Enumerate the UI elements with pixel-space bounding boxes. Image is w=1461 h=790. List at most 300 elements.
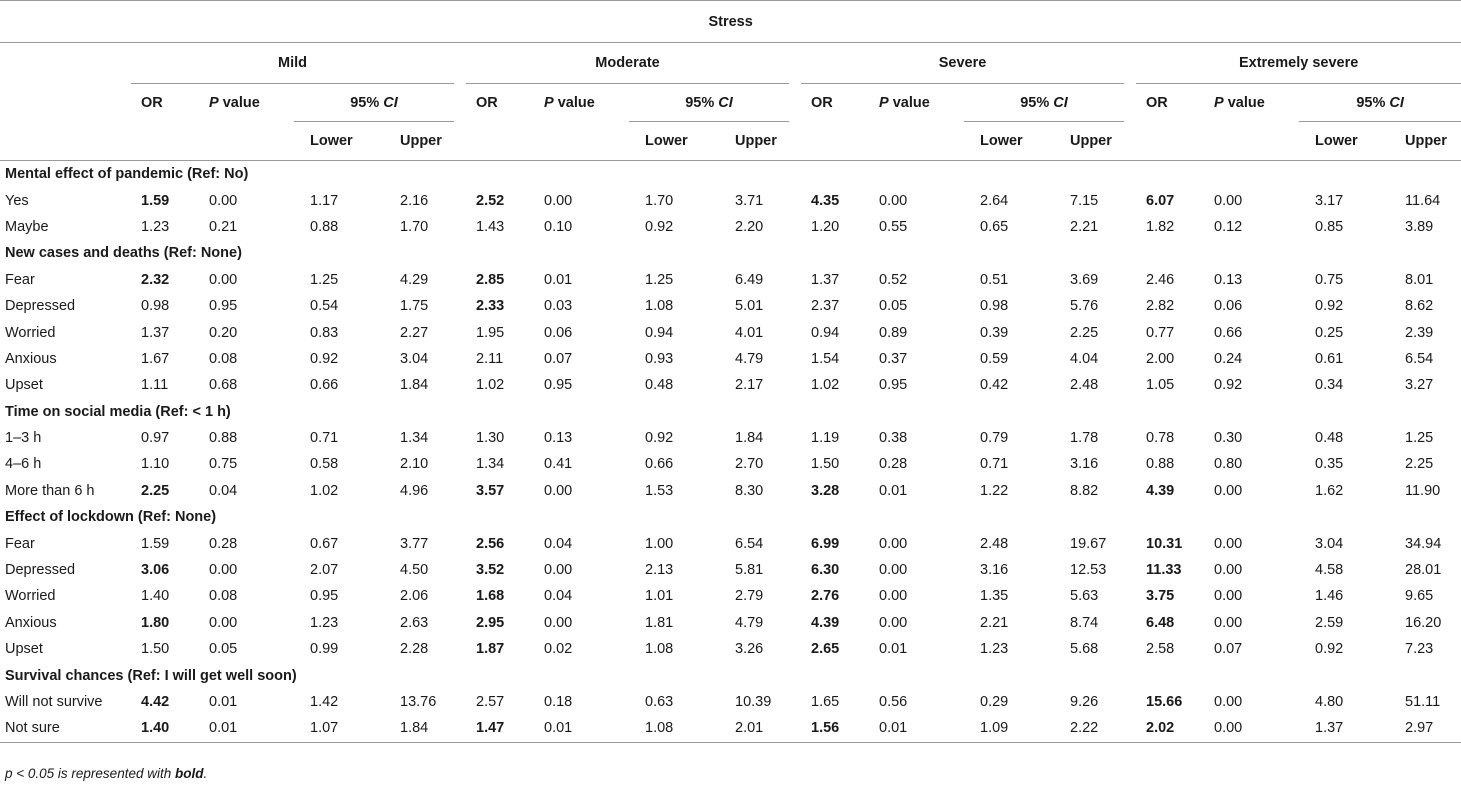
cell: 0.58 <box>310 456 339 473</box>
cell: 0.00 <box>1214 588 1243 605</box>
lower-header: Lower <box>1315 133 1358 149</box>
cell: 1.43 <box>476 218 505 235</box>
cell: 0.00 <box>1214 535 1243 552</box>
cell: 1.02 <box>476 377 505 394</box>
cell: 1.87 <box>476 641 505 658</box>
ci-header: 95% CI <box>629 84 789 122</box>
cell: 0.97 <box>141 430 170 447</box>
section-row <box>0 662 1461 688</box>
cell: 2.02 <box>1136 715 1204 742</box>
cell: 0.98 <box>980 298 1009 315</box>
cell: 0.00 <box>544 614 573 631</box>
cell: 1.46 <box>1315 588 1344 605</box>
cell: 1.34 <box>476 456 505 473</box>
cell: 1.56 <box>801 715 869 742</box>
cell: 0.00 <box>209 562 238 579</box>
cell: 8.30 <box>735 482 764 499</box>
cell: 1.37 <box>141 324 170 341</box>
cell: 2.16 <box>400 192 429 209</box>
cell: 1.25 <box>645 271 674 288</box>
table-row <box>0 689 1461 715</box>
cell: 2.70 <box>735 456 764 473</box>
cell: 1.54 <box>811 350 840 367</box>
cell: 0.28 <box>209 535 238 552</box>
cell: 1.05 <box>1146 377 1175 394</box>
row-label: 4–6 h <box>5 456 42 473</box>
cell: 2.32 <box>141 271 170 288</box>
table-row <box>0 557 1461 583</box>
cell: 28.01 <box>1405 562 1442 579</box>
cell: 1.50 <box>141 641 170 658</box>
table-row <box>0 319 1461 345</box>
cell: 0.18 <box>544 694 573 710</box>
ci-header: 95% CI <box>1299 84 1461 122</box>
section-row <box>0 399 1461 425</box>
section-title: Effect of lockdown (Ref: None) <box>5 509 217 526</box>
cell: 1.10 <box>141 456 170 473</box>
or-header: OR <box>141 94 163 111</box>
table-body <box>0 161 1461 743</box>
cell: 2.39 <box>1405 324 1434 341</box>
cell: 4.96 <box>400 482 429 499</box>
cell: 2.25 <box>141 482 170 499</box>
cell: 0.65 <box>980 218 1009 235</box>
row-label: Depressed <box>5 298 76 315</box>
cell: 0.95 <box>310 588 339 605</box>
cell: 51.11 <box>1405 694 1441 710</box>
section-row <box>0 240 1461 266</box>
cell: 6.30 <box>811 562 840 579</box>
cell: 0.30 <box>1214 430 1243 447</box>
cell: 0.01 <box>879 641 908 658</box>
cell: 0.48 <box>1315 430 1344 447</box>
cell: 6.54 <box>735 535 764 552</box>
cell: 2.48 <box>1070 377 1099 394</box>
cell: 8.74 <box>1070 614 1099 631</box>
cell: 0.41 <box>544 456 573 473</box>
cell: 0.92 <box>645 430 674 447</box>
cell: 7.23 <box>1405 641 1434 658</box>
cell: 1.40 <box>141 588 170 605</box>
cell: 1.47 <box>466 715 534 742</box>
cell: 2.46 <box>1146 271 1175 288</box>
cell: 4.35 <box>811 192 840 209</box>
row-label: Not sure <box>0 715 131 742</box>
group-header-extremely-severe: Extremely severe <box>1136 43 1461 84</box>
cell: 1.84 <box>400 377 429 394</box>
cell: 3.71 <box>735 192 764 209</box>
cell: 0.08 <box>209 588 238 605</box>
or-header: OR <box>811 94 833 111</box>
cell: 0.75 <box>209 456 238 473</box>
row-label: Anxious <box>5 614 57 631</box>
row-label: Will not survive <box>5 694 103 710</box>
cell: 0.07 <box>1214 641 1243 658</box>
cell: 1.09 <box>964 715 1044 742</box>
cell: 0.34 <box>1315 377 1344 394</box>
row-label: Upset <box>5 641 43 658</box>
table-row <box>0 267 1461 293</box>
cell: 2.48 <box>980 535 1009 552</box>
cell: 0.93 <box>645 350 674 367</box>
cell: 1.25 <box>310 271 339 288</box>
upper-header: Upper <box>1070 133 1112 149</box>
cell: 3.27 <box>1405 377 1434 394</box>
table-row <box>0 425 1461 451</box>
cell: 3.28 <box>811 482 840 499</box>
cell: 3.52 <box>476 562 505 579</box>
cell: 2.13 <box>645 562 674 579</box>
lower-header: Lower <box>980 133 1023 149</box>
cell: 2.63 <box>400 614 429 631</box>
cell: 2.82 <box>1146 298 1175 315</box>
cell: 13.76 <box>400 694 437 710</box>
cell: 3.69 <box>1070 271 1099 288</box>
cell: 3.17 <box>1315 192 1344 209</box>
cell: 0.00 <box>1214 694 1243 710</box>
cell: 2.10 <box>400 456 429 473</box>
cell: 1.35 <box>980 588 1009 605</box>
cell: 1.78 <box>1070 430 1099 447</box>
cell: 11.90 <box>1405 482 1441 499</box>
upper-header: Upper <box>735 133 777 149</box>
p-value-header: P value <box>1214 94 1265 111</box>
cell: 2.95 <box>476 614 505 631</box>
header-row-groups <box>0 43 1461 84</box>
cell: 6.48 <box>1146 614 1175 631</box>
cell: 0.00 <box>544 562 573 579</box>
cell: 4.79 <box>735 614 764 631</box>
cell: 5.63 <box>1070 588 1099 605</box>
cell: 0.55 <box>879 218 908 235</box>
cell: 0.92 <box>1315 641 1344 658</box>
cell: 1.11 <box>141 377 169 394</box>
cell: 0.04 <box>544 535 573 552</box>
cell: 1.50 <box>811 456 840 473</box>
cell: 0.95 <box>879 377 908 394</box>
cell: 1.02 <box>310 482 339 499</box>
cell: 0.92 <box>1214 377 1243 394</box>
cell: 0.80 <box>1214 456 1243 473</box>
cell: 0.88 <box>1146 456 1175 473</box>
cell: 0.54 <box>310 298 339 315</box>
cell: 1.22 <box>980 482 1009 499</box>
cell: 2.58 <box>1146 641 1175 658</box>
cell: 11.33 <box>1146 562 1182 579</box>
row-label: Upset <box>5 377 43 394</box>
cell: 0.06 <box>1214 298 1243 315</box>
cell: 4.39 <box>811 614 840 631</box>
cell: 8.82 <box>1070 482 1099 499</box>
cell: 10.31 <box>1146 535 1183 552</box>
row-label: Anxious <box>5 350 57 367</box>
table-title: Stress <box>0 1 1461 43</box>
cell: 1.17 <box>310 192 339 209</box>
cell: 0.04 <box>209 482 238 499</box>
cell: 1.53 <box>645 482 674 499</box>
cell: 3.16 <box>980 562 1009 579</box>
cell: 0.42 <box>980 377 1009 394</box>
cell: 2.17 <box>735 377 764 394</box>
cell: 3.04 <box>400 350 429 367</box>
cell: 1.23 <box>141 218 170 235</box>
p-value-header: P value <box>209 94 260 111</box>
cell: 0.00 <box>209 271 238 288</box>
cell: 1.65 <box>811 694 840 710</box>
cell: 5.68 <box>1070 641 1099 658</box>
table-row <box>0 530 1461 556</box>
cell: 0.52 <box>879 271 908 288</box>
table-row <box>0 583 1461 609</box>
row-label: Depressed <box>5 562 76 579</box>
cell: 2.27 <box>400 324 429 341</box>
group-header-mild: Mild <box>131 43 454 84</box>
cell: 2.65 <box>811 641 840 658</box>
cell: 0.00 <box>544 482 573 499</box>
cell: 0.00 <box>209 192 238 209</box>
table-row <box>0 451 1461 477</box>
group-header-moderate: Moderate <box>466 43 789 84</box>
section-row <box>0 161 1461 188</box>
cell: 1.02 <box>811 377 840 394</box>
row-label: 1–3 h <box>5 430 42 447</box>
cell: 0.48 <box>645 377 674 394</box>
cell: 0.00 <box>879 588 908 605</box>
cell: 3.26 <box>735 641 764 658</box>
cell: 0.00 <box>1214 562 1243 579</box>
cell: 0.99 <box>310 641 339 658</box>
row-label: Worried <box>5 588 56 605</box>
cell: 0.00 <box>544 192 573 209</box>
footnote: p < 0.05 is represented with bold. <box>5 766 208 781</box>
cell: 4.58 <box>1315 562 1344 579</box>
cell: 0.25 <box>1315 324 1344 341</box>
cell: 1.08 <box>645 298 674 315</box>
cell: 5.81 <box>735 562 764 579</box>
header-row-ci-bounds <box>0 122 1461 161</box>
section-row <box>0 504 1461 530</box>
cell: 0.00 <box>1214 614 1243 631</box>
cell: 0.03 <box>544 298 573 315</box>
cell: 0.00 <box>879 562 908 579</box>
cell: 11.64 <box>1405 192 1441 209</box>
cell: 4.50 <box>400 562 429 579</box>
upper-header: Upper <box>1405 133 1447 149</box>
cell: 1.37 <box>1299 715 1379 742</box>
table-row <box>0 478 1461 504</box>
cell: 0.00 <box>1204 715 1299 742</box>
cell: 5.01 <box>735 298 764 315</box>
cell: 0.00 <box>879 192 908 209</box>
cell: 10.39 <box>735 694 772 710</box>
cell: 0.01 <box>544 271 573 288</box>
cell: 1.40 <box>131 715 199 742</box>
cell: 0.05 <box>879 298 908 315</box>
cell: 0.98 <box>141 298 170 315</box>
cell: 2.07 <box>310 562 339 579</box>
header-row-stats <box>0 84 1461 122</box>
cell: 0.28 <box>879 456 908 473</box>
cell: 0.88 <box>310 218 339 235</box>
cell: 16.20 <box>1405 614 1442 631</box>
ci-header: 95% CI <box>964 84 1124 122</box>
cell: 2.76 <box>811 588 840 605</box>
cell: 2.59 <box>1315 614 1344 631</box>
cell: 0.00 <box>879 614 908 631</box>
cell: 2.97 <box>1379 715 1461 742</box>
cell: 0.37 <box>879 350 908 367</box>
cell: 1.34 <box>400 430 429 447</box>
p-value-header: P value <box>544 94 595 111</box>
cell: 2.33 <box>476 298 505 315</box>
cell: 2.56 <box>476 535 505 552</box>
row-label: Fear <box>5 271 35 288</box>
table-row <box>0 715 1461 742</box>
cell: 1.20 <box>811 218 840 235</box>
cell: 1.95 <box>476 324 505 341</box>
cell: 0.01 <box>879 482 908 499</box>
cell: 1.80 <box>141 614 170 631</box>
cell: 2.57 <box>476 694 505 710</box>
cell: 4.29 <box>400 271 429 288</box>
cell: 0.00 <box>209 614 238 631</box>
cell: 0.71 <box>980 456 1009 473</box>
cell: 0.75 <box>1315 271 1344 288</box>
section-title: Survival chances (Ref: I will get well soon) <box>5 667 297 684</box>
cell: 0.07 <box>544 350 573 367</box>
cell: 0.01 <box>869 715 964 742</box>
section-title: New cases and deaths (Ref: None) <box>5 245 242 262</box>
cell: 1.70 <box>400 218 429 235</box>
cell: 0.01 <box>209 694 238 710</box>
cell: 0.56 <box>879 694 908 710</box>
cell: 1.59 <box>141 192 170 209</box>
cell: 0.13 <box>544 430 573 447</box>
group-header-severe: Severe <box>801 43 1124 84</box>
cell: 0.51 <box>980 271 1009 288</box>
cell: 1.08 <box>629 715 709 742</box>
cell: 0.61 <box>1315 350 1344 367</box>
cell: 7.15 <box>1070 192 1099 209</box>
cell: 1.23 <box>310 614 339 631</box>
cell: 0.20 <box>209 324 238 341</box>
cell: 0.95 <box>544 377 573 394</box>
cell: 0.94 <box>811 324 840 341</box>
cell: 1.75 <box>400 298 429 315</box>
section-title: Time on social media (Ref: < 1 h) <box>5 403 231 420</box>
row-label: Worried <box>5 324 56 341</box>
cell: 2.22 <box>1044 715 1124 742</box>
cell: 3.75 <box>1146 588 1175 605</box>
cell: 1.82 <box>1146 218 1175 235</box>
cell: 3.04 <box>1315 535 1344 552</box>
cell: 2.21 <box>1070 218 1099 235</box>
lower-header: Lower <box>310 133 353 149</box>
cell: 0.83 <box>310 324 339 341</box>
cell: 1.07 <box>294 715 374 742</box>
cell: 0.12 <box>1214 218 1243 235</box>
cell: 0.59 <box>980 350 1009 367</box>
cell: 4.80 <box>1315 694 1344 710</box>
cell: 0.85 <box>1315 218 1344 235</box>
cell: 2.52 <box>476 192 505 209</box>
cell: 3.57 <box>476 482 505 499</box>
cell: 4.79 <box>735 350 764 367</box>
cell: 1.01 <box>645 588 674 605</box>
table-row <box>0 636 1461 662</box>
cell: 5.76 <box>1070 298 1099 315</box>
cell: 4.01 <box>735 324 764 341</box>
cell: 0.08 <box>209 350 238 367</box>
or-header: OR <box>1146 94 1168 111</box>
cell: 1.84 <box>374 715 454 742</box>
cell: 8.01 <box>1405 271 1434 288</box>
cell: 1.59 <box>141 535 170 552</box>
cell: 0.88 <box>209 430 238 447</box>
cell: 0.21 <box>209 218 238 235</box>
cell: 0.66 <box>645 456 674 473</box>
cell: 19.67 <box>1070 535 1107 552</box>
cell: 3.89 <box>1405 218 1434 235</box>
cell: 0.77 <box>1146 324 1175 341</box>
cell: 1.25 <box>1405 430 1434 447</box>
cell: 0.38 <box>879 430 908 447</box>
cell: 0.02 <box>544 641 573 658</box>
or-header: OR <box>476 94 498 111</box>
cell: 2.28 <box>400 641 429 658</box>
cell: 0.01 <box>199 715 294 742</box>
cell: 1.08 <box>645 641 674 658</box>
cell: 2.11 <box>476 350 504 367</box>
cell: 1.37 <box>811 271 840 288</box>
cell: 0.71 <box>310 430 339 447</box>
cell: 1.62 <box>1315 482 1344 499</box>
cell: 2.25 <box>1405 456 1434 473</box>
cell: 6.07 <box>1146 192 1175 209</box>
cell: 0.00 <box>879 535 908 552</box>
cell: 0.24 <box>1214 350 1243 367</box>
cell: 2.01 <box>709 715 789 742</box>
table-row <box>0 372 1461 398</box>
cell: 34.94 <box>1405 535 1442 552</box>
cell: 0.05 <box>209 641 238 658</box>
cell: 0.66 <box>1214 324 1243 341</box>
cell: 1.23 <box>980 641 1009 658</box>
row-label: Yes <box>5 192 29 209</box>
cell: 12.53 <box>1070 562 1107 579</box>
table-row <box>0 610 1461 636</box>
p-value-header: P value <box>879 94 930 111</box>
cell: 2.79 <box>735 588 764 605</box>
cell: 0.13 <box>1214 271 1243 288</box>
cell: 0.79 <box>980 430 1009 447</box>
cell: 1.42 <box>310 694 339 710</box>
cell: 0.92 <box>310 350 339 367</box>
cell: 0.92 <box>645 218 674 235</box>
cell: 6.99 <box>811 535 840 552</box>
cell: 2.64 <box>980 192 1009 209</box>
cell: 1.70 <box>645 192 674 209</box>
cell: 0.10 <box>544 218 573 235</box>
ci-header: 95% CI <box>294 84 454 122</box>
cell: 1.30 <box>476 430 505 447</box>
cell: 3.16 <box>1070 456 1099 473</box>
cell: 9.26 <box>1070 694 1099 710</box>
cell: 2.85 <box>476 271 505 288</box>
cell: 0.35 <box>1315 456 1344 473</box>
cell: 0.68 <box>209 377 238 394</box>
cell: 0.94 <box>645 324 674 341</box>
